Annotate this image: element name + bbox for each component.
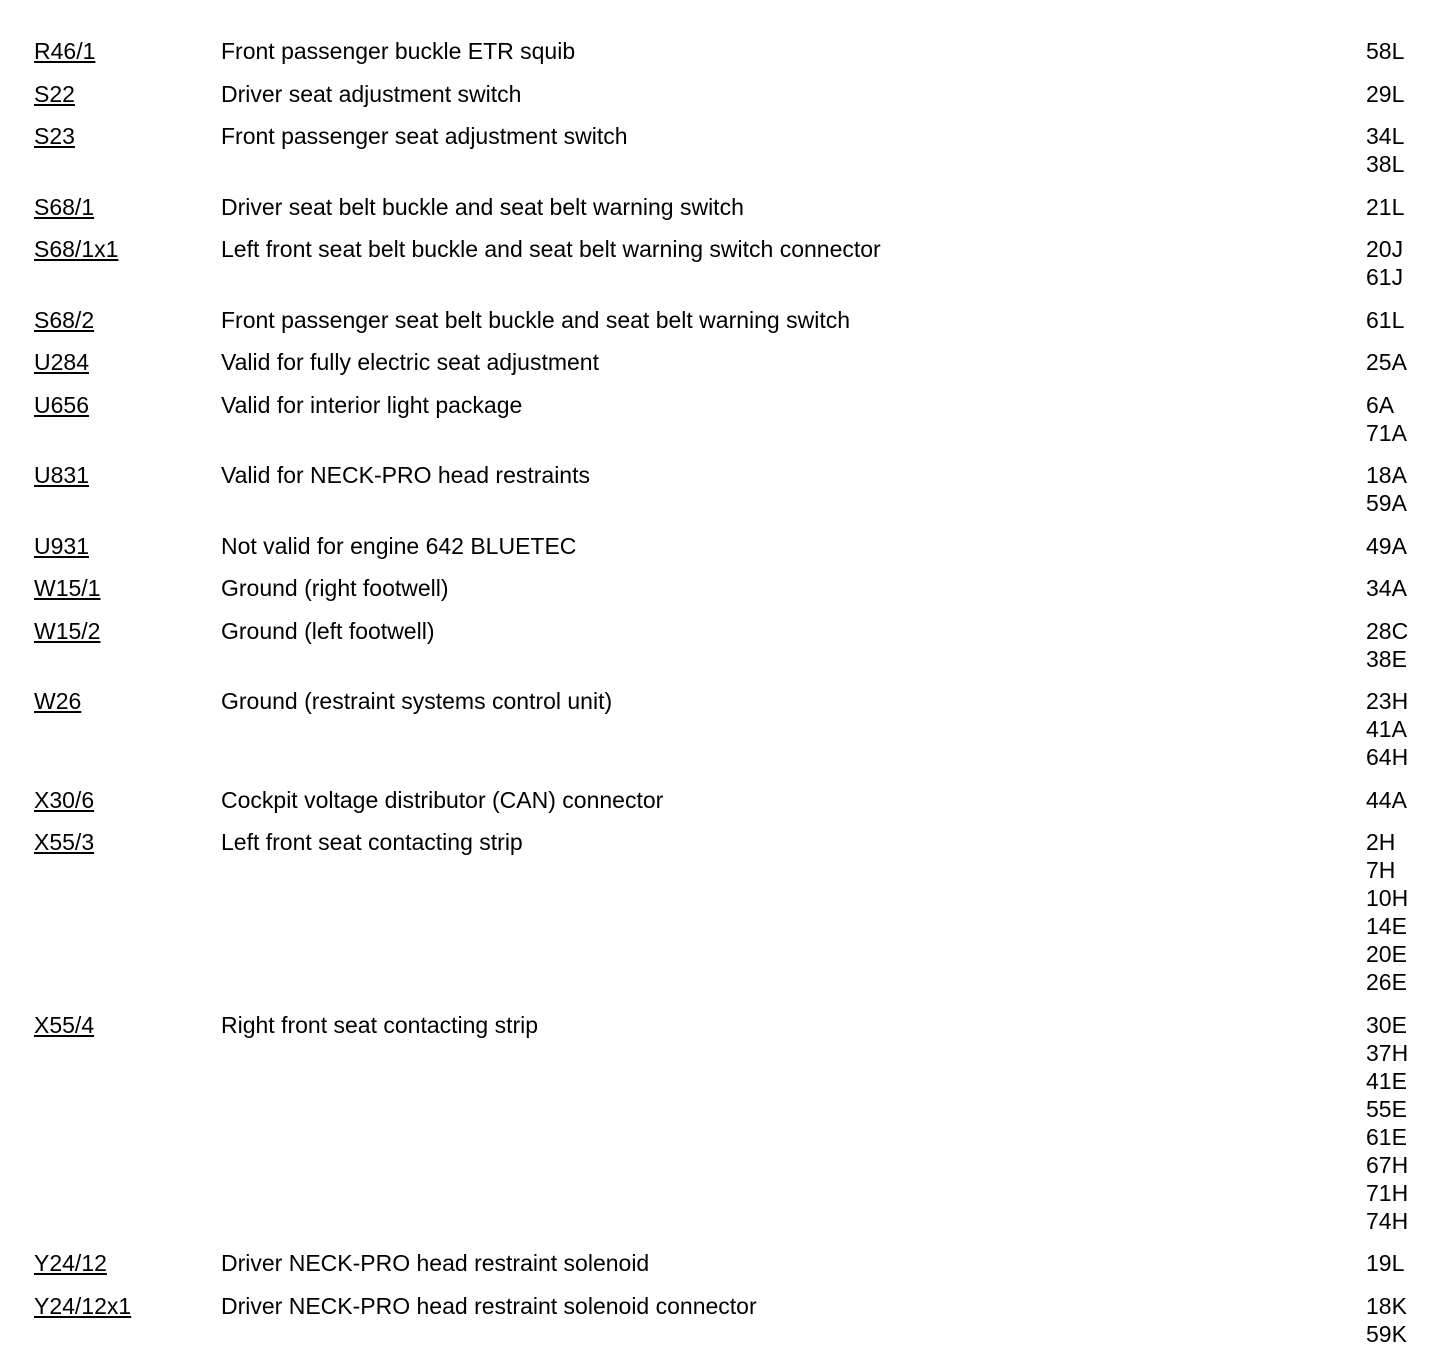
legend-row — [34, 687, 1424, 771]
grid-reference: 23H — [1366, 688, 1409, 714]
component-code-link[interactable]: U931 — [34, 532, 89, 559]
grid-reference: 44A — [1366, 786, 1407, 813]
grid-reference: 37H — [1366, 1039, 1409, 1066]
grid-reference: 28C — [1366, 617, 1409, 644]
legend-row — [34, 122, 1424, 178]
component-description: Not valid for engine 642 BLUETEC — [221, 532, 577, 559]
grid-references — [1366, 235, 1424, 291]
grid-reference: 10H — [1366, 885, 1409, 911]
grid-reference: 61E — [1366, 1123, 1407, 1150]
component-code-link[interactable]: S23 — [34, 123, 75, 149]
legend-row — [34, 80, 1424, 108]
grid-references — [1366, 687, 1424, 771]
grid-reference: 14E — [1366, 913, 1407, 939]
component-description: Front passenger seat adjustment switch — [221, 123, 628, 149]
legend-row — [34, 37, 1424, 65]
component-description: Driver NECK-PRO head restraint solenoid — [221, 1250, 650, 1276]
grid-reference: 38E — [1366, 645, 1407, 672]
grid-references — [1366, 617, 1424, 673]
legend-row — [34, 1011, 1424, 1235]
legend-row — [34, 306, 1424, 334]
component-description: Valid for interior light package — [221, 391, 523, 418]
grid-reference: 55E — [1366, 1095, 1407, 1122]
grid-references — [1366, 786, 1424, 814]
grid-reference: 34A — [1366, 575, 1407, 601]
grid-reference: 59A — [1366, 490, 1407, 516]
component-code-link[interactable]: R46/1 — [34, 38, 96, 64]
grid-references — [1366, 828, 1424, 996]
component-code-link[interactable]: S68/2 — [34, 306, 95, 333]
grid-references — [1366, 80, 1424, 108]
legend-row — [34, 461, 1424, 517]
legend-row — [34, 574, 1424, 602]
grid-reference: 21L — [1366, 193, 1405, 220]
grid-reference: 20J — [1366, 236, 1404, 262]
grid-reference: 19L — [1366, 1250, 1405, 1276]
component-code-link[interactable]: W15/1 — [34, 575, 101, 601]
grid-reference: 30E — [1366, 1011, 1407, 1038]
grid-reference: 25A — [1366, 349, 1407, 375]
grid-reference: 26E — [1366, 969, 1407, 995]
grid-reference: 71A — [1366, 419, 1407, 446]
component-code-link[interactable]: W15/2 — [34, 617, 101, 644]
grid-reference: 6A — [1366, 391, 1395, 418]
component-description: Front passenger buckle ETR squib — [221, 38, 576, 64]
grid-references — [1366, 461, 1424, 517]
grid-references — [1366, 391, 1424, 447]
legend-row — [34, 391, 1424, 447]
component-code-link[interactable]: Y24/12 — [34, 1250, 107, 1276]
grid-reference: 41E — [1366, 1067, 1407, 1094]
grid-reference: 59K — [1366, 1320, 1407, 1347]
grid-reference: 7H — [1366, 857, 1396, 883]
grid-references — [1366, 122, 1424, 178]
component-code-link[interactable]: Y24/12x1 — [34, 1292, 132, 1319]
grid-reference: 18A — [1366, 462, 1407, 488]
legend-row — [34, 617, 1424, 673]
component-description: Front passenger seat belt buckle and seat belt warning switch — [221, 306, 851, 333]
grid-reference: 38L — [1366, 151, 1405, 177]
legend-row — [34, 786, 1424, 814]
grid-references — [1366, 532, 1424, 560]
component-legend-list — [34, 37, 1424, 1362]
grid-reference: 61J — [1366, 264, 1404, 290]
grid-reference: 58L — [1366, 38, 1405, 64]
component-code-link[interactable]: U656 — [34, 391, 89, 418]
grid-reference: 41A — [1366, 716, 1407, 742]
component-code-link[interactable]: X55/3 — [34, 829, 95, 855]
legend-row — [34, 532, 1424, 560]
legend-row — [34, 1249, 1424, 1277]
grid-reference: 18K — [1366, 1292, 1407, 1319]
component-description: Ground (left footwell) — [221, 617, 435, 644]
component-code-link[interactable]: U831 — [34, 462, 89, 488]
grid-reference: 34L — [1366, 123, 1405, 149]
legend-row — [34, 828, 1424, 996]
component-description: Driver seat belt buckle and seat belt warning switch — [221, 193, 744, 220]
component-code-link[interactable]: U284 — [34, 349, 89, 375]
grid-reference: 2H — [1366, 829, 1396, 855]
legend-row — [34, 193, 1424, 221]
grid-reference: 61L — [1366, 306, 1405, 333]
grid-references — [1366, 1249, 1424, 1277]
grid-references — [1366, 574, 1424, 602]
component-description: Ground (restraint systems control unit) — [221, 688, 613, 714]
grid-reference: 49A — [1366, 532, 1407, 559]
component-description: Left front seat belt buckle and seat belt warning switch connector — [221, 236, 881, 262]
component-code-link[interactable]: S22 — [34, 80, 75, 107]
grid-references — [1366, 348, 1424, 376]
component-description: Right front seat contacting strip — [221, 1011, 539, 1038]
component-description: Ground (right footwell) — [221, 575, 449, 601]
component-description: Cockpit voltage distributor (CAN) connector — [221, 786, 664, 813]
component-code-link[interactable]: S68/1 — [34, 193, 95, 220]
component-description: Driver seat adjustment switch — [221, 80, 522, 107]
component-code-link[interactable]: X55/4 — [34, 1011, 95, 1038]
grid-references — [1366, 1011, 1424, 1235]
grid-reference: 20E — [1366, 941, 1407, 967]
grid-reference: 29L — [1366, 80, 1405, 107]
grid-references — [1366, 193, 1424, 221]
component-description: Valid for NECK-PRO head restraints — [221, 462, 590, 488]
grid-reference: 71H — [1366, 1179, 1409, 1206]
grid-reference: 74H — [1366, 1207, 1409, 1234]
component-description: Left front seat contacting strip — [221, 829, 523, 855]
legend-row — [34, 235, 1424, 291]
component-code-link[interactable]: W26 — [34, 688, 82, 714]
grid-references — [1366, 37, 1424, 65]
legend-row — [34, 348, 1424, 376]
legend-row — [34, 1292, 1424, 1348]
component-description: Valid for fully electric seat adjustment — [221, 349, 599, 375]
grid-reference: 64H — [1366, 744, 1409, 770]
grid-references — [1366, 1292, 1424, 1348]
component-description: Driver NECK-PRO head restraint solenoid connector — [221, 1292, 757, 1319]
component-code-link[interactable]: S68/1x1 — [34, 236, 119, 262]
grid-reference: 67H — [1366, 1151, 1409, 1178]
component-code-link[interactable]: X30/6 — [34, 786, 95, 813]
grid-references — [1366, 306, 1424, 334]
